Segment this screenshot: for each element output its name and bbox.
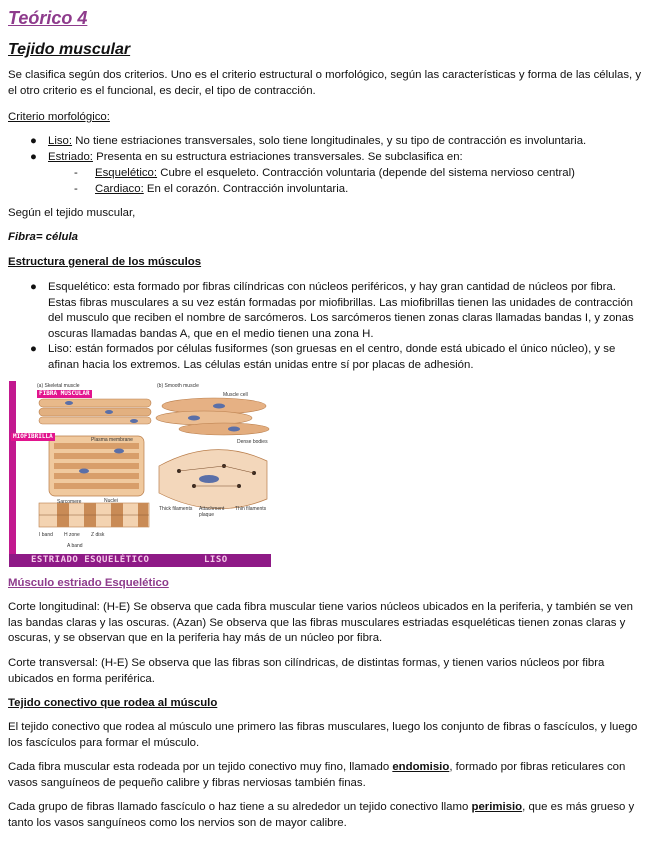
p3-text-b: , que es más grueso y tanto los vasos sanguíneos como los nervios son de mayor calibre. (8, 801, 635, 829)
esqueletico-description: Esquelético: esta formado por fibras cilíndricas con núcleos periféricos, y hay gran cantidad de núcleos por fibra. Estas fibras musculares a su vez están formadas por miofibrillas. Las miofibrillas tienen las unidades de contracción del musculo que reciben el nombre de sarcómeros. Los sarcómeros tienen zonas claras llamadas bandas I, y zonas oscuras llamadas bandas A, que en el medio tienen una zona H. (48, 281, 634, 340)
esqueletico-text: Cubre el esqueleto. Contracción voluntaria (depende del sistema nervioso central) (157, 167, 575, 179)
skeletal-single-fiber (49, 436, 144, 496)
caption-z-disk: Z disk (91, 532, 105, 538)
conectivo-paragraph-1: El tejido conectivo que rodea al músculo une primero las fibras musculares, luego los conjunto de fibras o fascículos, y luego los fascículos para formar el músculo. (8, 721, 638, 749)
conectivo-heading: Tejido conectivo que rodea al músculo (8, 697, 218, 709)
segun-text: Según el tejido muscular, (8, 207, 136, 219)
tag-miofibrilla: MIOFIBRILLA (13, 433, 53, 440)
estriado-text: Presenta en su estructura estriaciones transversales. Se subclasifica en: (92, 150, 463, 163)
sarcomere-diagram (39, 503, 149, 527)
bullet-icon: ● (30, 135, 37, 147)
dash-icon: - (74, 182, 78, 195)
smooth-cell-detail (159, 450, 267, 509)
estructura-list (8, 280, 644, 374)
section-title: Tejido muscular (8, 41, 131, 58)
fibra-definition: Fibra= célula (8, 231, 78, 243)
term-esqueletico: Esquelético: (95, 167, 158, 179)
list-item (8, 342, 644, 373)
estriado-sublist (8, 166, 644, 197)
conectivo-paragraph-2 (8, 760, 644, 791)
caption-nuclei: Nuclei (104, 498, 118, 504)
skeletal-fibers (39, 399, 151, 424)
term-endomisio: endomisio (392, 761, 450, 773)
caption-sarcomere: Sarcomere (57, 499, 82, 505)
p2-text-a: Cada fibra muscular esta rodeada por un tejido conectivo muy fino, llamado (8, 761, 393, 773)
dash-icon: - (74, 167, 78, 179)
liso-text: No tiene estriaciones transversales, solo tiene longitudinales, y su tipo de contracción es involuntaria. (72, 135, 587, 147)
list-item (8, 166, 644, 182)
muscle-diagram-figure (9, 381, 271, 567)
caption-i-band: I band (39, 532, 53, 538)
caption-skeletal: (a) Skeletal muscle (37, 383, 80, 389)
caption-thin-filaments: Thin filaments (235, 506, 267, 512)
caption-thick-filaments: Thick filaments (159, 506, 193, 512)
page-title: Teórico 4 (8, 8, 88, 28)
p3-text-a: Cada grupo de fibras llamado fascículo o haz tiene a su alrededor un tejido conectivo llamo (8, 801, 472, 813)
estructura-heading: Estructura general de los músculos (8, 256, 202, 268)
term-perimisio: perimisio (471, 801, 523, 813)
caption-a-band: A band (67, 543, 83, 549)
caption-dense-bodies: Dense bodies (237, 439, 268, 445)
caption-smooth: (b) Smooth muscle (157, 383, 199, 389)
list-item (8, 182, 644, 198)
conectivo-paragraph-3 (8, 800, 644, 831)
caption-plasma-membrane: Plasma membrane (91, 437, 133, 443)
term-estriado: Estriado: (48, 150, 93, 163)
caption-attachment-plaque: Attachment plaque (199, 506, 225, 518)
corte-transversal: Corte transversal: (H-E) Se observa que las fibras son cilíndricas, de distintas formas, y tienen varios núcleos por fibra ubicados en forma periférica. (8, 657, 605, 685)
term-liso: Liso: (48, 135, 73, 147)
list-item (8, 280, 644, 342)
morph-heading: Criterio morfológico: (8, 111, 110, 123)
smooth-muscle-cells (156, 398, 269, 435)
bullet-icon: ● (30, 281, 37, 293)
list-item (8, 150, 644, 166)
list-item (8, 134, 644, 150)
caption-h-zone: H zone (64, 532, 80, 538)
muscle-illustration (9, 381, 271, 567)
intro-paragraph: Se clasifica según dos criterios. Uno es el criterio estructural o morfológico, según las características y forma de las células, y el otro criterio es el funcional, es decir, el tipo de contracción. (8, 69, 642, 97)
mee-heading: Músculo estriado Esquelético (8, 577, 169, 589)
morph-list (8, 134, 644, 165)
caption-muscle-cell: Muscle cell (223, 392, 248, 398)
liso-description: Liso: están formados por células fusiformes (son gruesas en el centro, donde está ubicado el único núcleo), y se afinan hacia los extremos. Las células están unidas entre sí por placas de adhesión. (48, 343, 616, 371)
bullet-icon: ● (30, 150, 37, 163)
label-estriado-esqueletico: ESTRIADO ESQUELÉTICO (31, 555, 150, 565)
cardiaco-text: En el corazón. Contracción involuntaria. (143, 182, 349, 195)
tag-fibra-muscular: FIBRA MUSCULAR (39, 390, 90, 397)
label-liso: LISO (204, 555, 228, 565)
bullet-icon: ● (30, 343, 37, 356)
corte-longitudinal: Corte longitudinal: (H-E) Se observa que cada fibra muscular tiene varios núcleos ubicados en la periferia, y también se ven las bandas claras y las oscuras. (Azan) Se observa que las fibras musculares estriadas esqueléticas tienen zonas claras y oscuras, y se observan que en la periferia hay más de un núcleo por fibra. (8, 601, 633, 645)
p2-text-b: , formado por fibras reticulares con vasos sanguíneos de pequeño calibre y fibras nerviosas también finas. (8, 761, 626, 789)
term-cardiaco: Cardiaco: (95, 182, 144, 195)
